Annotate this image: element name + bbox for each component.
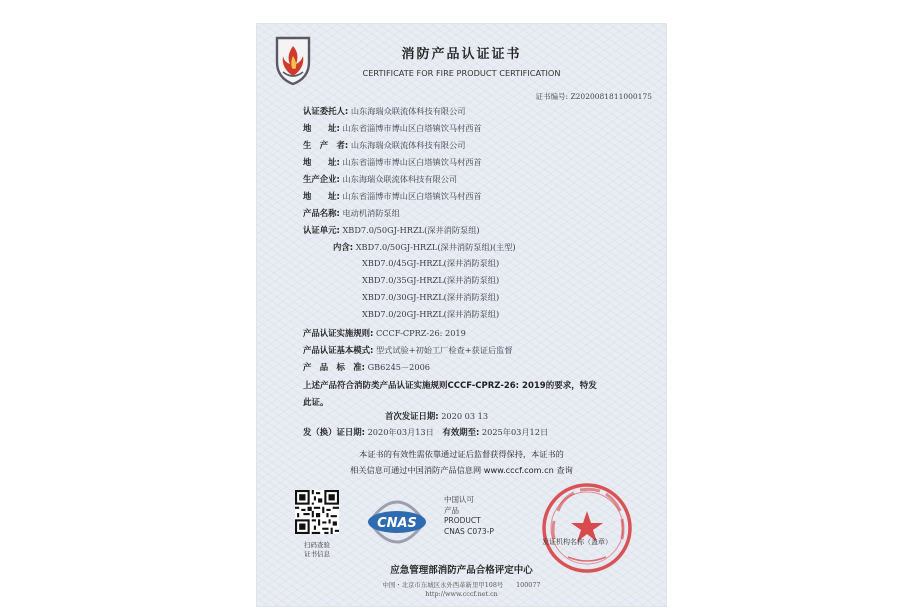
field-label: 产品认证基本模式: [303, 345, 374, 355]
issuer-address: 中国・北京市东城区永外西革新里甲108号 100077 [382, 581, 541, 589]
certificate-document [257, 24, 666, 606]
field-row-cert-unit [303, 224, 480, 236]
qr-caption: 扫码查验 [304, 541, 330, 549]
first-issue-date-row [385, 410, 488, 422]
field-label: 产 品 标 准: [303, 362, 365, 372]
conformity-statement: 上述产品符合消防类产品认证实施规则CCCF-CPRZ-26: 2019的要求，特发 [303, 381, 597, 391]
cnas-text-line: CNAS C073-P [444, 527, 494, 536]
certificate-number-value: Z2020081811000175 [570, 92, 652, 101]
validity-notice: 本证书的有效性需依靠通过证后监督获得保持，本证书的 [359, 449, 564, 459]
field-label: 生 产 者: [303, 140, 349, 150]
certificate-number [536, 91, 652, 102]
issuer-website[interactable]: http://www.cccf.net.cn [425, 590, 498, 598]
field-row-implementation-rule [303, 327, 466, 339]
field-value: 山东海瑞众联流体科技有限公司 [342, 174, 458, 184]
cnas-accreditation-logo-icon [365, 490, 429, 548]
field-row-client-address [303, 122, 482, 134]
qr-caption: 证书信息 [304, 550, 330, 558]
cnas-text-line: 中国认可 [444, 495, 474, 504]
field-value: 山东省淄博市博山区白塔镇饮马村西首 [342, 191, 482, 201]
cnas-text-line: PRODUCT [444, 516, 481, 525]
valid-until-label: 有效期至: [442, 427, 480, 437]
field-value: GB6245－2006 [367, 362, 431, 372]
field-label: 地 址: [303, 191, 340, 201]
field-value: 电动机消防泵组 [342, 208, 400, 218]
first-issue-label: 首次发证日期: [385, 411, 439, 421]
contains-item: XBD7.0/35GJ-HRZL(深井消防泵组) [362, 275, 500, 285]
cnas-text-line: 产品 [444, 506, 459, 515]
field-label: 生产企业: [303, 174, 340, 184]
issue-date-label: 发（换）证日期: [303, 427, 365, 437]
issuing-authority: 应急管理部消防产品合格评定中心 [390, 565, 533, 576]
conformity-statement-end: 此证。 [303, 398, 329, 408]
field-value: 型式试验+初始工厂检查+获证后监督 [375, 345, 513, 355]
contains-item: XBD7.0/50GJ-HRZL(深井消防泵组)(主型) [355, 242, 516, 252]
field-value: XBD7.0/50GJ-HRZL(深井消防泵组) [342, 225, 480, 235]
field-value: 山东省淄博市博山区白塔镇饮马村西首 [342, 157, 482, 167]
certificate-number-label: 证书编号: [535, 92, 569, 101]
field-label: 地 址: [303, 123, 340, 133]
validity-notice-website: 相关信息可通过中国消防产品信息网 www.cccf.com.cn 查询 [350, 465, 573, 475]
field-row-manufacturer-address [303, 190, 482, 202]
field-value: 山东省淄博市博山区白塔镇饮马村西首 [342, 123, 482, 133]
certificate-title-english: CERTIFICATE FOR FIRE PRODUCT CERTIFICATION [362, 68, 561, 78]
contains-item: XBD7.0/45GJ-HRZL(深井消防泵组) [362, 258, 500, 268]
issue-valid-date-row [303, 426, 548, 438]
field-row-product-name [303, 207, 400, 219]
contains-item: XBD7.0/20GJ-HRZL(深井消防泵组) [362, 309, 500, 319]
field-row-producer-address [303, 156, 482, 168]
field-row-producer [303, 139, 465, 151]
field-label: 认证单元: [303, 225, 340, 235]
field-label: 产品名称: [303, 208, 340, 218]
first-issue-date: 2020 03 13 [441, 411, 489, 421]
field-row-manufacturer [303, 173, 457, 185]
issue-date: 2020年03月13日 [367, 427, 434, 437]
field-row-product-standard [303, 361, 430, 373]
contains-item: XBD7.0/30GJ-HRZL(深井消防泵组) [362, 292, 500, 302]
cnas-logo-text: CNAS [377, 516, 417, 531]
seal-caption: 发证机构名称（盖章） [542, 538, 612, 546]
official-red-seal-icon [540, 481, 634, 575]
field-label: 产品认证实施规则: [303, 328, 374, 338]
contains-label: 内含: [333, 242, 354, 252]
qr-code-icon[interactable] [295, 490, 339, 534]
field-label: 地 址: [303, 157, 340, 167]
field-value: 山东海瑞众联流体科技有限公司 [350, 140, 466, 150]
field-row-basic-mode [303, 344, 513, 356]
certificate-title: 消防产品认证证书 [401, 47, 522, 62]
field-label: 认证委托人: [303, 106, 349, 116]
field-value: CCCF-CPRZ-26: 2019 [375, 328, 466, 338]
contains-row [333, 241, 516, 253]
field-row-client [303, 105, 465, 117]
field-value: 山东海瑞众联流体科技有限公司 [350, 106, 466, 116]
valid-until-date: 2025年03月12日 [481, 427, 549, 437]
